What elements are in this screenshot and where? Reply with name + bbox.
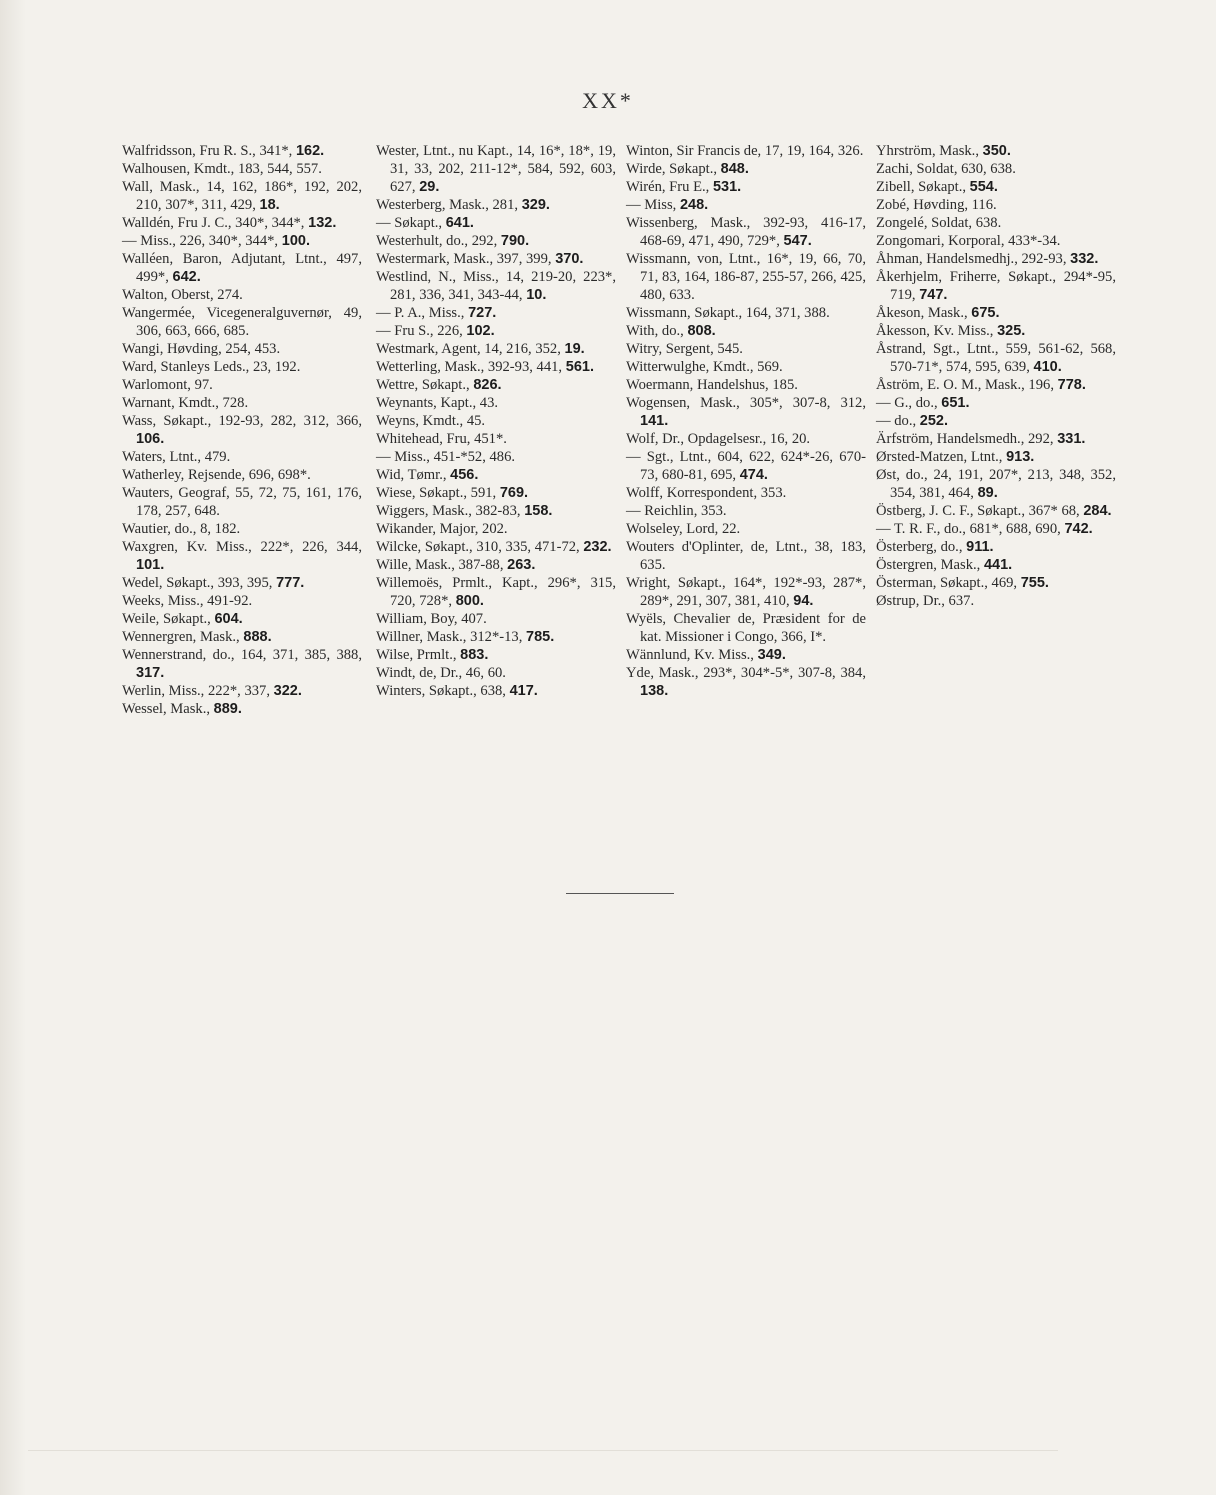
index-entry: [122, 682, 362, 700]
index-entry: [376, 664, 616, 682]
index-entry: [376, 448, 616, 466]
index-entry: [376, 556, 616, 574]
entry-text: Warnant, Kmdt., 728.: [122, 395, 249, 411]
index-entry: [376, 430, 616, 448]
index-entry: [122, 610, 362, 628]
entry-main-page: 248.: [679, 197, 709, 213]
entry-main-page: 727.: [468, 305, 497, 321]
entry-main-page: 332.: [1070, 251, 1099, 267]
index-entry: [122, 214, 362, 232]
index-entry: [122, 376, 362, 394]
entry-text: Åström, E. O. M., Mask., 196,: [876, 377, 1054, 393]
entry-text: — Fru S., 226,: [376, 323, 463, 339]
entry-main-page: 317.: [136, 665, 165, 681]
page-edge-shadow: [0, 0, 26, 1495]
entry-text: Øst, do., 24, 191, 207*, 213, 348, 352, 354, 381, 464,: [876, 467, 1116, 501]
index-entry: [626, 376, 866, 394]
entry-text: Wennerstrand, do., 164, 371, 385, 388,: [122, 647, 362, 663]
entry-main-page: 132.: [308, 215, 337, 231]
index-entry: [376, 520, 616, 538]
entry-text: Wauters, Geograf, 55, 72, 75, 161, 176, 178, 257, 648.: [122, 485, 362, 519]
entry-text: Wiese, Søkapt., 591,: [376, 485, 497, 501]
entry-main-page: 826.: [473, 377, 502, 393]
index-entry: [626, 358, 866, 376]
entry-text: Wilse, Prmlt.,: [376, 647, 457, 663]
entry-text: Wautier, do., 8, 182.: [122, 521, 241, 537]
entry-text: Wyëls, Chevalier de, Præsident for de kat. Missioner i Congo, 366, I*.: [626, 611, 866, 645]
entry-main-page: 547.: [783, 233, 812, 249]
entry-text: Warlomont, 97.: [122, 377, 213, 393]
index-entry: [122, 250, 362, 286]
entry-text: Wennergren, Mask.,: [122, 629, 240, 645]
entry-text: Walton, Oberst, 274.: [122, 287, 243, 303]
entry-main-page: 370.: [555, 251, 584, 267]
index-entry: [122, 160, 362, 178]
entry-main-page: 785.: [526, 629, 555, 645]
entry-main-page: 350.: [982, 143, 1011, 159]
entry-text: Wouters d'Oplinter, de, Ltnt., 38, 183, 635.: [626, 539, 866, 573]
entry-main-page: 790.: [500, 233, 530, 249]
index-entry: [626, 250, 866, 304]
index-column-2: [376, 142, 616, 700]
index-entry: [876, 268, 1116, 304]
index-entry: [876, 322, 1116, 340]
entry-text: Østrup, Dr., 637.: [876, 593, 975, 609]
entry-text: Wiggers, Mask., 382-83,: [376, 503, 521, 519]
entry-text: Wass, Søkapt., 192-93, 282, 312, 366,: [122, 413, 362, 429]
index-entry: [626, 322, 866, 340]
entry-text: Westlind, N., Miss., 14, 219-20, 223*, 281, 336, 341, 343-44,: [376, 269, 616, 303]
entry-main-page: 10.: [526, 287, 547, 303]
index-entry: [876, 574, 1116, 592]
entry-main-page: 778.: [1057, 377, 1086, 393]
entry-main-page: 888.: [243, 629, 272, 645]
index-entry: [626, 178, 866, 196]
index-entry: [626, 340, 866, 358]
entry-text: — do.,: [876, 413, 917, 429]
index-entry: [876, 394, 1116, 412]
entry-text: Wedel, Søkapt., 393, 395,: [122, 575, 273, 591]
index-entry: [122, 646, 362, 682]
entry-text: Waters, Ltnt., 479.: [122, 449, 231, 465]
entry-text: Wilcke, Søkapt., 310, 335, 471-72,: [376, 539, 580, 555]
index-entry: [626, 214, 866, 250]
entry-text: Zongomari, Korporal, 433*-34.: [876, 233, 1061, 249]
index-entry: [376, 250, 616, 268]
entry-main-page: 322.: [273, 683, 302, 699]
index-entry: [876, 538, 1116, 556]
entry-text: Wright, Søkapt., 164*, 192*-93, 287*, 289*, 291, 307, 381, 410,: [626, 575, 866, 609]
entry-text: Wille, Mask., 387-88,: [376, 557, 504, 573]
index-entry: [376, 340, 616, 358]
entry-text: Yhrström, Mask.,: [876, 143, 979, 159]
entry-main-page: 642.: [172, 269, 201, 285]
index-entry: [626, 574, 866, 610]
entry-text: Ørsted-Matzen, Ltnt.,: [876, 449, 1003, 465]
entry-text: Watherley, Rejsende, 696, 698*.: [122, 467, 311, 483]
entry-text: Ward, Stanleys Leds., 23, 192.: [122, 359, 301, 375]
entry-text: Ärfström, Handelsmedh., 292,: [876, 431, 1054, 447]
index-entry: [122, 448, 362, 466]
entry-text: Westermark, Mask., 397, 399,: [376, 251, 552, 267]
index-entry: [122, 412, 362, 448]
index-entry: [376, 142, 616, 196]
index-entry: [876, 304, 1116, 322]
entry-main-page: 769.: [499, 485, 529, 501]
index-entry: [876, 502, 1116, 520]
entry-main-page: 417.: [509, 683, 538, 699]
entry-main-page: 329.: [521, 197, 550, 213]
index-entry: [626, 196, 866, 214]
index-entry: [376, 466, 616, 484]
entry-text: Wettre, Søkapt.,: [376, 377, 470, 393]
entry-text: Wissmann, Søkapt., 164, 371, 388.: [626, 305, 830, 321]
entry-text: Åkeson, Mask.,: [876, 305, 968, 321]
entry-text: Wessel, Mask.,: [122, 701, 210, 717]
entry-main-page: 89.: [977, 485, 998, 501]
index-entry: [376, 394, 616, 412]
index-entry: [122, 394, 362, 412]
entry-main-page: 410.: [1033, 359, 1062, 375]
entry-text: Zachi, Soldat, 630, 638.: [876, 161, 1016, 177]
entry-text: Wall, Mask., 14, 162, 186*, 192, 202, 210, 307*, 311, 429,: [122, 179, 362, 213]
index-entry: [376, 376, 616, 394]
index-entry: [876, 178, 1116, 196]
entry-text: Åkesson, Kv. Miss.,: [876, 323, 994, 339]
index-entry: [876, 160, 1116, 178]
entry-main-page: 755.: [1020, 575, 1049, 591]
entry-text: Walléen, Baron, Adjutant, Ltnt., 497, 499*,: [122, 251, 362, 285]
index-entry: [376, 214, 616, 232]
entry-text: Åkerhjelm, Friherre, Søkapt., 294*-95, 719,: [876, 269, 1116, 303]
entry-text: Wikander, Major, 202.: [376, 521, 508, 537]
entry-main-page: 604.: [214, 611, 243, 627]
index-entry: [376, 574, 616, 610]
index-entry: [376, 682, 616, 700]
index-entry: [876, 376, 1116, 394]
index-entry: [626, 664, 866, 700]
entry-text: Wangi, Høvding, 254, 453.: [122, 341, 281, 357]
entry-main-page: 325.: [997, 323, 1026, 339]
entry-text: Östergren, Mask.,: [876, 557, 981, 573]
entry-main-page: 19.: [564, 341, 585, 357]
entry-text: Weynants, Kapt., 43.: [376, 395, 499, 411]
entry-text: Waxgren, Kv. Miss., 222*, 226, 344,: [122, 539, 362, 555]
entry-main-page: 883.: [460, 647, 489, 663]
entry-text: Witry, Sergent, 545.: [626, 341, 743, 357]
index-column-1: [122, 142, 362, 718]
entry-main-page: 913.: [1006, 449, 1035, 465]
index-entry: [376, 304, 616, 322]
entry-text: Wangermée, Vicegeneralguvernør, 49, 306, 663, 666, 685.: [122, 305, 362, 339]
entry-text: Wester, Ltnt., nu Kapt., 14, 16*, 18*, 19, 31, 33, 202, 211-12*, 584, 592, 603, 627,: [376, 143, 616, 195]
index-entry: [876, 214, 1116, 232]
index-entry: [122, 358, 362, 376]
page-bottom-edge: [28, 1450, 1058, 1451]
entry-main-page: 911.: [966, 539, 994, 555]
entry-text: Österman, Søkapt., 469,: [876, 575, 1018, 591]
entry-text: Windt, de, Dr., 46, 60.: [376, 665, 506, 681]
entry-main-page: 18.: [259, 197, 280, 213]
index-entry: [876, 232, 1116, 250]
entry-main-page: 102.: [466, 323, 495, 339]
entry-main-page: 232.: [583, 539, 612, 555]
entry-main-page: 742.: [1064, 521, 1093, 537]
index-entry: [376, 538, 616, 556]
index-entry: [626, 646, 866, 664]
index-entry: [626, 448, 866, 484]
index-entry: [626, 160, 866, 178]
index-entry: [376, 484, 616, 502]
entry-text: With, do.,: [626, 323, 684, 339]
entry-main-page: 651.: [941, 395, 970, 411]
entry-text: Witterwulghe, Kmdt., 569.: [626, 359, 783, 375]
index-entry: [876, 448, 1116, 466]
entry-text: Zobé, Høvding, 116.: [876, 197, 997, 213]
entry-text: — Søkapt.,: [376, 215, 443, 231]
index-entry: [376, 268, 616, 304]
entry-text: Wirén, Fru E.,: [626, 179, 710, 195]
index-entry: [122, 304, 362, 340]
index-entry: [876, 250, 1116, 268]
index-entry: [626, 538, 866, 574]
entry-main-page: 848.: [720, 161, 749, 177]
index-entry: [626, 304, 866, 322]
entry-text: Yde, Mask., 293*, 304*-5*, 307-8, 384,: [626, 665, 866, 681]
index-entry: [626, 430, 866, 448]
index-entry: [626, 520, 866, 538]
entry-text: — Miss., 451-*52, 486.: [376, 449, 516, 465]
entry-text: Österberg, do.,: [876, 539, 963, 555]
entry-main-page: 531.: [712, 179, 742, 195]
entry-text: — G., do.,: [876, 395, 938, 411]
entry-main-page: 800.: [455, 593, 484, 609]
index-entry: [122, 466, 362, 484]
entry-text: Werlin, Miss., 222*, 337,: [122, 683, 271, 699]
entry-text: Wolf, Dr., Opdagelsesr., 16, 20.: [626, 431, 811, 447]
entry-text: — Sgt., Ltnt., 604, 622, 624*-26, 670-73, 680-81, 695,: [626, 449, 866, 483]
entry-text: Whitehead, Fru, 451*.: [376, 431, 507, 447]
index-entry: [626, 484, 866, 502]
entry-main-page: 561.: [565, 359, 594, 375]
index-entry: [876, 412, 1116, 430]
entry-text: Zongelé, Soldat, 638.: [876, 215, 1002, 231]
index-entry: [626, 610, 866, 646]
entry-text: William, Boy, 407.: [376, 611, 487, 627]
entry-text: Wid, Tømr.,: [376, 467, 447, 483]
index-entry: [122, 484, 362, 520]
entry-text: Weeks, Miss., 491-92.: [122, 593, 253, 609]
index-entry: [876, 430, 1116, 448]
index-entry: [376, 196, 616, 214]
index-entry: [876, 142, 1116, 160]
entry-main-page: 554.: [969, 179, 998, 195]
entry-text: Wetterling, Mask., 392-93, 441,: [376, 359, 563, 375]
index-entry: [626, 142, 866, 160]
entry-text: Willner, Mask., 312*-13,: [376, 629, 523, 645]
entry-main-page: 94.: [793, 593, 814, 609]
entry-text: — Miss., 226, 340*, 344*,: [122, 233, 279, 249]
entry-main-page: 889.: [213, 701, 242, 717]
index-entry: [376, 322, 616, 340]
entry-text: Weyns, Kmdt., 45.: [376, 413, 486, 429]
index-entry: [122, 286, 362, 304]
entry-main-page: 641.: [445, 215, 474, 231]
index-entry: [376, 628, 616, 646]
entry-main-page: 441.: [983, 557, 1013, 573]
entry-main-page: 675.: [971, 305, 1000, 321]
entry-main-page: 456.: [450, 467, 479, 483]
entry-text: Wissenberg, Mask., 392-93, 416-17, 468-69, 471, 490, 729*,: [626, 215, 866, 249]
index-entry: [122, 232, 362, 250]
index-entry: [122, 178, 362, 214]
index-entry: [122, 700, 362, 718]
index-entry: [876, 466, 1116, 502]
index-entry: [122, 592, 362, 610]
entry-main-page: 100.: [281, 233, 310, 249]
entry-text: — Miss,: [626, 197, 677, 213]
entry-text: Åhman, Handelsmedhj., 292-93,: [876, 251, 1067, 267]
index-entry: [122, 628, 362, 646]
index-entry: [876, 520, 1116, 538]
entry-main-page: 158.: [524, 503, 553, 519]
entry-main-page: 138.: [640, 683, 669, 699]
index-entry: [626, 502, 866, 520]
entry-text: Willemoës, Prmlt., Kapt., 296*, 315, 720, 728*,: [376, 575, 616, 609]
page-number: XX*: [582, 88, 634, 113]
entry-text: Walfridsson, Fru R. S., 341*,: [122, 143, 293, 159]
index-entry: [122, 520, 362, 538]
index-entry: [376, 610, 616, 628]
entry-text: Åstrand, Sgt., Ltnt., 559, 561-62, 568, 570-71*, 574, 595, 639,: [876, 341, 1116, 375]
index-entry: [122, 538, 362, 574]
entry-text: Weile, Søkapt.,: [122, 611, 211, 627]
entry-text: Walldén, Fru J. C., 340*, 344*,: [122, 215, 305, 231]
entry-text: Wogensen, Mask., 305*, 307-8, 312,: [626, 395, 866, 411]
index-entry: [376, 358, 616, 376]
entry-text: — P. A., Miss.,: [376, 305, 465, 321]
entry-main-page: 777.: [276, 575, 305, 591]
index-entry: [876, 340, 1116, 376]
entry-main-page: 263.: [507, 557, 536, 573]
index-entry: [876, 592, 1116, 610]
index-entry: [626, 394, 866, 430]
entry-text: Wolff, Korrespondent, 353.: [626, 485, 787, 501]
entry-main-page: 141.: [640, 413, 669, 429]
entry-text: Westerhult, do., 292,: [376, 233, 498, 249]
entry-text: Winters, Søkapt., 638,: [376, 683, 506, 699]
entry-main-page: 474.: [739, 467, 768, 483]
entry-text: Winton, Sir Francis de, 17, 19, 164, 326.: [626, 143, 864, 159]
index-column-4: [876, 142, 1116, 610]
index-entry: [376, 646, 616, 664]
entry-text: Wirde, Søkapt.,: [626, 161, 718, 177]
entry-main-page: 747.: [919, 287, 948, 303]
entry-text: Westmark, Agent, 14, 216, 352,: [376, 341, 561, 357]
index-entry: [122, 142, 362, 160]
entry-main-page: 162.: [295, 143, 325, 159]
entry-text: Östberg, J. C. F., Søkapt., 367* 68,: [876, 503, 1080, 519]
entry-main-page: 101.: [136, 557, 165, 573]
entry-text: Wissmann, von, Ltnt., 16*, 19, 66, 70, 71, 83, 164, 186-87, 255-57, 266, 425, 480, 633.: [626, 251, 866, 303]
index-column-3: [626, 142, 866, 700]
entry-text: Wännlund, Kv. Miss.,: [626, 647, 754, 663]
entry-main-page: 349.: [757, 647, 786, 663]
entry-text: Westerberg, Mask., 281,: [376, 197, 519, 213]
entry-text: — T. R. F., do., 681*, 688, 690,: [876, 521, 1061, 537]
index-entry: [376, 412, 616, 430]
index-entry: [376, 232, 616, 250]
entry-main-page: 106.: [136, 431, 165, 447]
entry-main-page: 284.: [1083, 503, 1112, 519]
entry-text: Woermann, Handelshus, 185.: [626, 377, 798, 393]
entry-text: Wolseley, Lord, 22.: [626, 521, 741, 537]
entry-main-page: 29.: [419, 179, 440, 195]
index-entry: [122, 574, 362, 592]
index-entry: [876, 556, 1116, 574]
entry-main-page: 252.: [919, 413, 949, 429]
index-entry: [376, 502, 616, 520]
entry-main-page: 808.: [687, 323, 716, 339]
index-entry: [122, 340, 362, 358]
entry-main-page: 331.: [1057, 431, 1086, 447]
end-rule: [566, 893, 674, 894]
entry-text: Walhousen, Kmdt., 183, 544, 557.: [122, 161, 322, 177]
index-entry: [876, 196, 1116, 214]
entry-text: Zibell, Søkapt.,: [876, 179, 966, 195]
entry-text: — Reichlin, 353.: [626, 503, 727, 519]
